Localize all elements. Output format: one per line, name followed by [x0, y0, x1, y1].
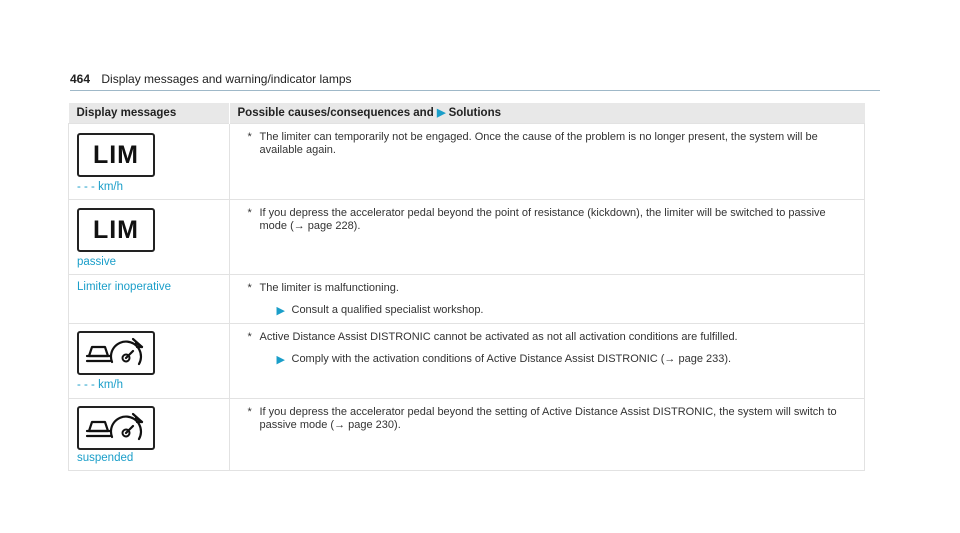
cause-cell [229, 324, 865, 399]
display-message-label: passive [77, 256, 116, 268]
solution-marker-icon: ▶ [436, 106, 446, 119]
page-header [70, 72, 880, 91]
bullet-star: * [247, 406, 252, 418]
display-message-label: Limiter inoperative [77, 281, 171, 293]
display-message-label: suspended [77, 452, 134, 464]
display-messages-table [68, 103, 865, 471]
cause-cell [229, 399, 865, 471]
table-row [69, 124, 865, 200]
cause-cell [229, 200, 865, 275]
display-message-label: - - - km/h [77, 379, 123, 391]
table-row [69, 275, 865, 324]
column-header-solutions: Solutions [448, 106, 501, 119]
distronic-car-gauge-icon [81, 334, 151, 372]
page-ref-arrow-icon: → [664, 353, 676, 365]
display-message-cell [69, 200, 230, 275]
page-number: 464 [70, 72, 91, 86]
cause-cell [229, 275, 865, 324]
table-row [69, 324, 865, 399]
bullet-star: * [247, 282, 252, 294]
display-message-cell [69, 399, 230, 471]
page-ref-arrow-icon: → [334, 419, 346, 431]
display-message-cell [69, 324, 230, 399]
solution-text: ▶ Consult a qualified specialist workshop. [276, 304, 484, 317]
table-row [69, 399, 865, 471]
display-message-cell [69, 275, 230, 324]
cause-text: * If you depress the accelerator pedal beyond the point of resistance (kickdown), the limiter will be switched to passive mode (→ page 228). [247, 207, 826, 232]
table-row [69, 200, 865, 275]
solution-marker-icon: ▶ [276, 354, 285, 366]
column-header-causes: Possible causes/consequences and [237, 106, 434, 119]
bullet-star: * [247, 131, 252, 143]
distronic-speedometer-icon [77, 331, 155, 375]
column-header-display-messages: Display messages [69, 103, 230, 124]
table-header-row [69, 103, 865, 124]
distronic-speedometer-icon [77, 406, 155, 450]
cause-text: * The limiter can temporarily not be engaged. Once the cause of the problem is no longer present, the system will be available again. [247, 131, 818, 156]
lim-icon [77, 208, 155, 252]
lim-icon-text: LIM [92, 215, 140, 244]
lim-icon-text: LIM [92, 140, 140, 169]
cause-text: * If you depress the accelerator pedal beyond the setting of Active Distance Assist DISTRONIC, the system will switch to passive mode (→ page 230). [247, 406, 837, 431]
display-message-label: - - - km/h [77, 181, 123, 193]
cause-cell [229, 124, 865, 200]
column-header-causes-solutions [229, 103, 865, 124]
page-header-title: Display messages and warning/indicator lamps [101, 72, 352, 86]
solution-marker-icon: ▶ [276, 305, 285, 317]
solution-text: ▶ Comply with the activation conditions of Active Distance Assist DISTRONIC (→ page 233). [276, 353, 732, 366]
lim-icon [77, 133, 155, 177]
page-ref-arrow-icon: → [293, 220, 305, 232]
cause-text: * Active Distance Assist DISTRONIC cannot be activated as not all activation conditions are fulfilled. [247, 331, 738, 343]
display-message-cell [69, 124, 230, 200]
bullet-star: * [247, 331, 252, 343]
cause-text: * The limiter is malfunctioning. [247, 282, 399, 294]
distronic-car-gauge-icon [81, 409, 151, 447]
bullet-star: * [247, 207, 252, 219]
